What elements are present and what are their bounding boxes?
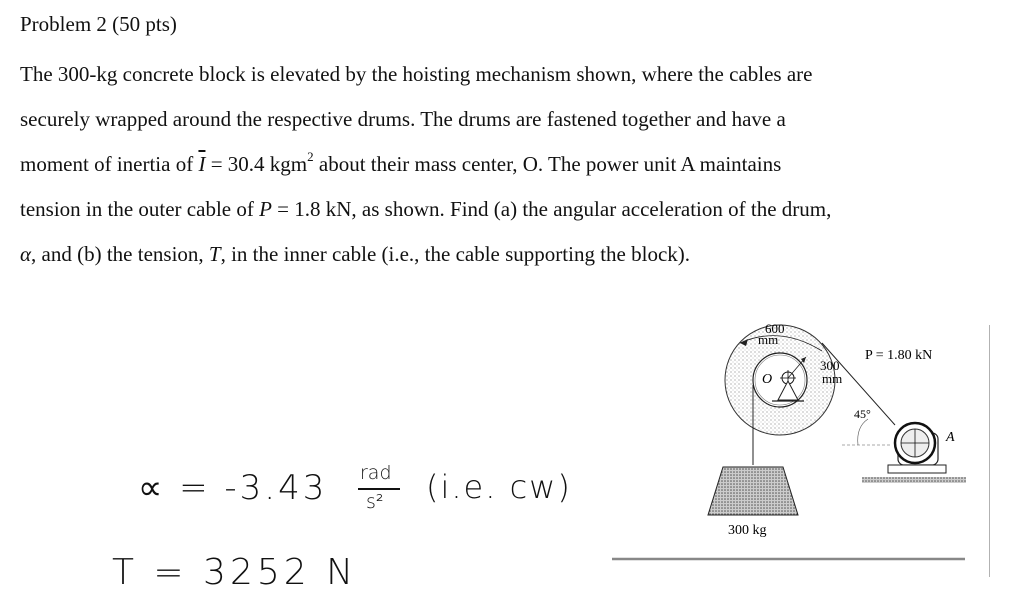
tension-symbol: T [208,242,221,266]
outer-dim-label: 600 [765,321,785,336]
answer-tension: T = 3252 N [112,552,358,593]
power-unit-base [888,465,946,473]
statement-line-2: securely wrapped around the respective drums. The drums are fastened together and have a [20,107,786,131]
outer-dim-unit: mm [758,332,779,347]
angle-label: 45° [854,407,871,421]
unit-label: A [946,430,955,445]
answer-alpha [138,462,598,522]
alpha-symbol: α [20,242,32,266]
inner-dim-unit: mm [822,371,843,386]
mass-label: 300 kg [728,523,767,538]
question-b-prefix: , and (b) the tension, [31,242,209,266]
statement-line-4 [20,187,1010,232]
force-symbol: P [259,197,272,221]
inertia-symbol: $\overline{I}$ [198,152,206,176]
force-label: P = 1.80 kN [865,348,933,363]
ground-hatch [862,477,966,483]
problem-statement [20,52,1010,277]
statement-line-3 [20,142,1010,187]
question-b-suffix: , in the inner cable (i.e., the cable supporting the block). [220,242,691,266]
center-label: O [762,372,773,387]
hoist-figure [610,315,990,585]
inertia-prefix: moment of inertia of [20,152,199,176]
statement-line-1: The 300-kg concrete block is elevated by the hoisting mechanism shown, where the cables are [20,62,813,86]
answer-alpha-value: ∝ = -3.43 [138,468,328,508]
inertia-suffix: about their mass center, O. The power unit A maintains [313,152,782,176]
tension-prefix: tension in the outer cable of [20,197,260,221]
force-value: = 1.8 kN, as shown. Find (a) the angular acceleration of the drum, [271,197,832,221]
problem-title: Problem 2 (50 pts) [20,12,177,36]
inner-dim-label: 300 [820,358,840,373]
answer-alpha-note: (i.e. cw) [426,468,572,506]
answer-alpha-unit-den: s² [366,491,384,513]
inertia-exponent: 2 [307,149,314,164]
concrete-block [708,467,798,515]
answer-alpha-fraction-bar [358,488,400,490]
statement-line-5 [20,232,1010,277]
inertia-value: = 30.4 kgm [205,152,308,176]
answer-alpha-unit-num: rad [360,462,392,484]
angle-arc [858,419,868,445]
